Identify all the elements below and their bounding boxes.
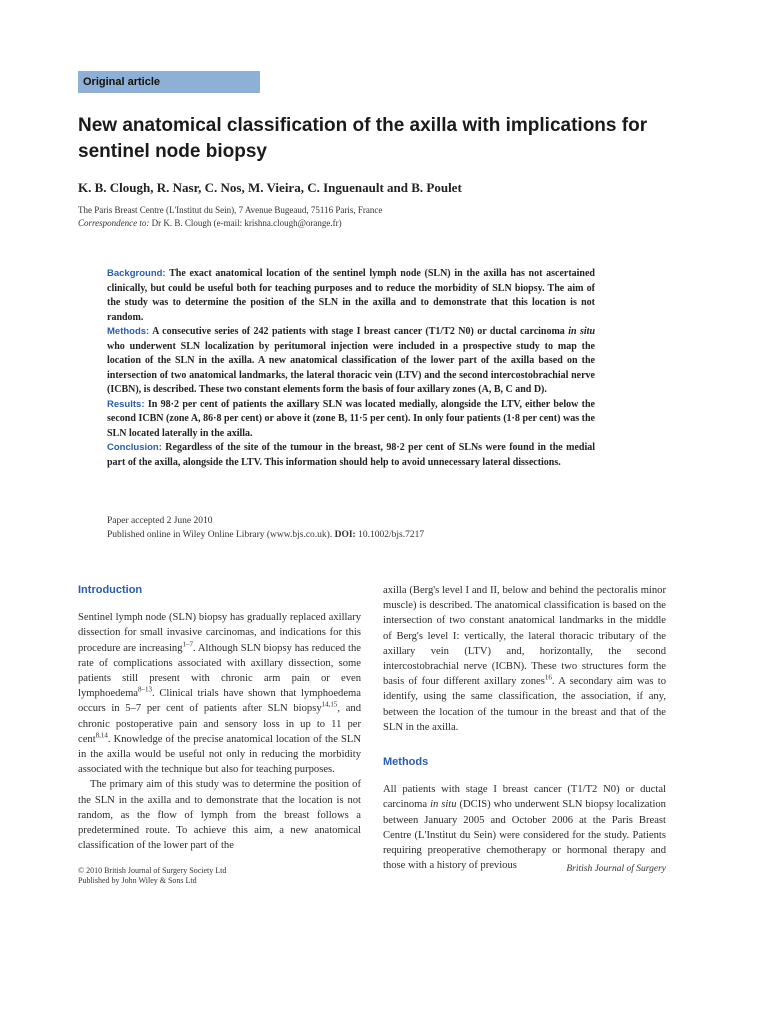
results-heading: Results: [107, 398, 145, 410]
correspondence-label: Correspondence to: [78, 218, 150, 228]
ref-16[interactable]: 16 [544, 673, 552, 682]
background-heading: Background: [107, 268, 166, 279]
results-text: In 98·2 per cent of patients the axillary SLN was located medially, alongside the LTV, either below the second ICBN (zone A, 86·8 per cent) or above it (zone B, 11·5 per cent). In only four patients (1·8 per cent) was the SLN located laterally in the axilla. [107, 398, 596, 439]
journal-name: British Journal of Surgery [566, 864, 666, 874]
right-column [383, 583, 666, 873]
intro-p1-text-c: . Clinical trials have shown that lymphoedema occurs in 5–7 per cent of patients after SLN biopsy [78, 688, 361, 715]
intro-p1-text-a: Sentinel lymph node (SLN) biopsy has gradually replaced axillary dissection for small invasive carcinomas, and indications for this procedure are increasing [78, 612, 361, 654]
methods-text-1: A consecutive series of 242 patients with stage I breast cancer (T1/T2 N0) or ductal carcinoma [152, 326, 565, 337]
correspondence [78, 217, 698, 230]
author-list: K. B. Clough, R. Nasr, C. Nos, M. Vieira, C. Inguenault and B. Poulet [78, 180, 462, 195]
intro-paragraph-1 [78, 610, 361, 777]
methods-section-heading: Methods [383, 756, 429, 769]
methods-italic: in situ [568, 326, 596, 337]
intro-p1-text-b: . Although SLN biopsy has reduced the rate of complications associated with axillary dissection, some patients still present with chronic arm pain or even lymphoedema [78, 642, 361, 700]
accepted-date: Paper accepted 2 June 2010 [107, 516, 213, 526]
background-text: The exact anatomical location of the sentinel lymph node (SLN) in the axilla has not ascertained clinically, but could be useful both for teaching purposes and to reduce the morbidity of SLN biopsy. The aim of the study was to determine the position of the SLN in the axilla and to demonstrate that this location is not random. [107, 268, 595, 323]
abstract-conclusion [107, 441, 595, 470]
copyright-footer [78, 866, 378, 886]
published-online [107, 528, 607, 542]
publisher-line: Published by John Wiley & Sons Ltd [78, 876, 197, 885]
doi-link[interactable]: 10.1002/bjs.7217 [358, 530, 425, 540]
ref-1-7[interactable]: 1–7 [182, 640, 193, 649]
methods-heading: Methods: [107, 326, 150, 337]
published-text: Published online in Wiley Online Library (www.bjs.co.uk). [107, 530, 333, 540]
abstract-results [107, 398, 595, 442]
affiliation: The Paris Breast Centre (L'Institut du Sein), 7 Avenue Bugeaud, 75116 Paris, France [78, 205, 383, 215]
conclusion-heading: Conclusion: [107, 442, 162, 453]
left-column [78, 583, 361, 853]
ref-8-14[interactable]: 8,14 [95, 731, 108, 740]
abstract [107, 267, 595, 470]
section-label: Original article [78, 71, 260, 93]
copyright-line: © 2010 British Journal of Surgery Society Ltd [78, 866, 227, 875]
abstract-methods [107, 325, 595, 398]
methods-p1-text-b: (DCIS) who underwent SLN biopsy localization between January 2005 and October 2006 at the Paris Breast Centre (L'Institut du Sein) were considered for the study. Patients requiring preoperative chemotherapy or hormonal therapy and those with a history of previous [383, 799, 666, 872]
intro-p1-text-d: , and chronic postoperative pain and sensory loss in up to 11 per cent [78, 703, 362, 745]
ref-8-13[interactable]: 8–13 [138, 685, 153, 694]
article-title: New anatomical classification of the axilla with implications for sentinel node biopsy [78, 115, 648, 162]
introduction-heading: Introduction [78, 584, 143, 596]
abstract-background [107, 267, 595, 325]
conclusion-text: Regardless of the site of the tumour in the breast, 98·2 per cent of SLNs were found in the medial part of the axilla, alongside the LTV. This information should help to avoid unnecessary lateral dissections. [107, 442, 595, 468]
doi-label: DOI: [334, 530, 356, 540]
publication-dates [107, 514, 607, 542]
intro-p3-text-b: . A secondary aim was to identify, using the same classification, the association, if any, between the location of the tumour in the breast and that of the SLN in the axilla. [383, 676, 667, 733]
ref-14-15[interactable]: 14,15 [321, 700, 338, 709]
intro-p3-text-a: axilla (Berg's level I and II, below and behind the pectoralis minor muscle) is described. The anatomical classification is based on the intersection of two constant anatomical landmarks in the middle of Berg's level I: vertically, the lateral thoracic tributary of the axillary vein (LTV) and, horizontally, the second intercostobrachial nerve (ICBN). These two structures form the basis of four different axillary zones [383, 585, 666, 688]
intro-paragraph-2: The primary aim of this study was to determine the position of the SLN in the axilla and to demonstrate that the location is not random, as the flow of lymph from the breast follows a predetermined route. To achieve this aim, a new anatomical classification of the lower part of the [78, 779, 361, 852]
methods-text-2: who underwent SLN localization by peritumoral injection were included in a prospective study to map the location of the SLN in the axilla. A new anatomical classification of the lower part of the axilla based on the intersection of two anatomical landmarks, the lateral thoracic vein (LTV) and the second intercostobrachial nerve (ICBN), is described. These two constant elements form the basis of four axillary zones (A, B, C and D). [107, 340, 595, 395]
methods-paragraph-1 [383, 782, 666, 873]
methods-p1-text-a: All patients with stage I breast cancer (T1/T2 N0) or ductal carcinoma [383, 784, 666, 811]
affiliation-block [78, 204, 698, 230]
intro-p1-text-e: . Knowledge of the precise anatomical location of the SLN in the axilla would be useful not only in reducing the morbidity associated with the technique but also for teaching purposes. [78, 733, 361, 776]
methods-p1-italic: in situ [430, 799, 457, 811]
correspondence-text: Dr K. B. Clough (e-mail: krishna.clough@orange.fr) [151, 218, 342, 228]
intro-paragraph-3 [383, 583, 666, 735]
